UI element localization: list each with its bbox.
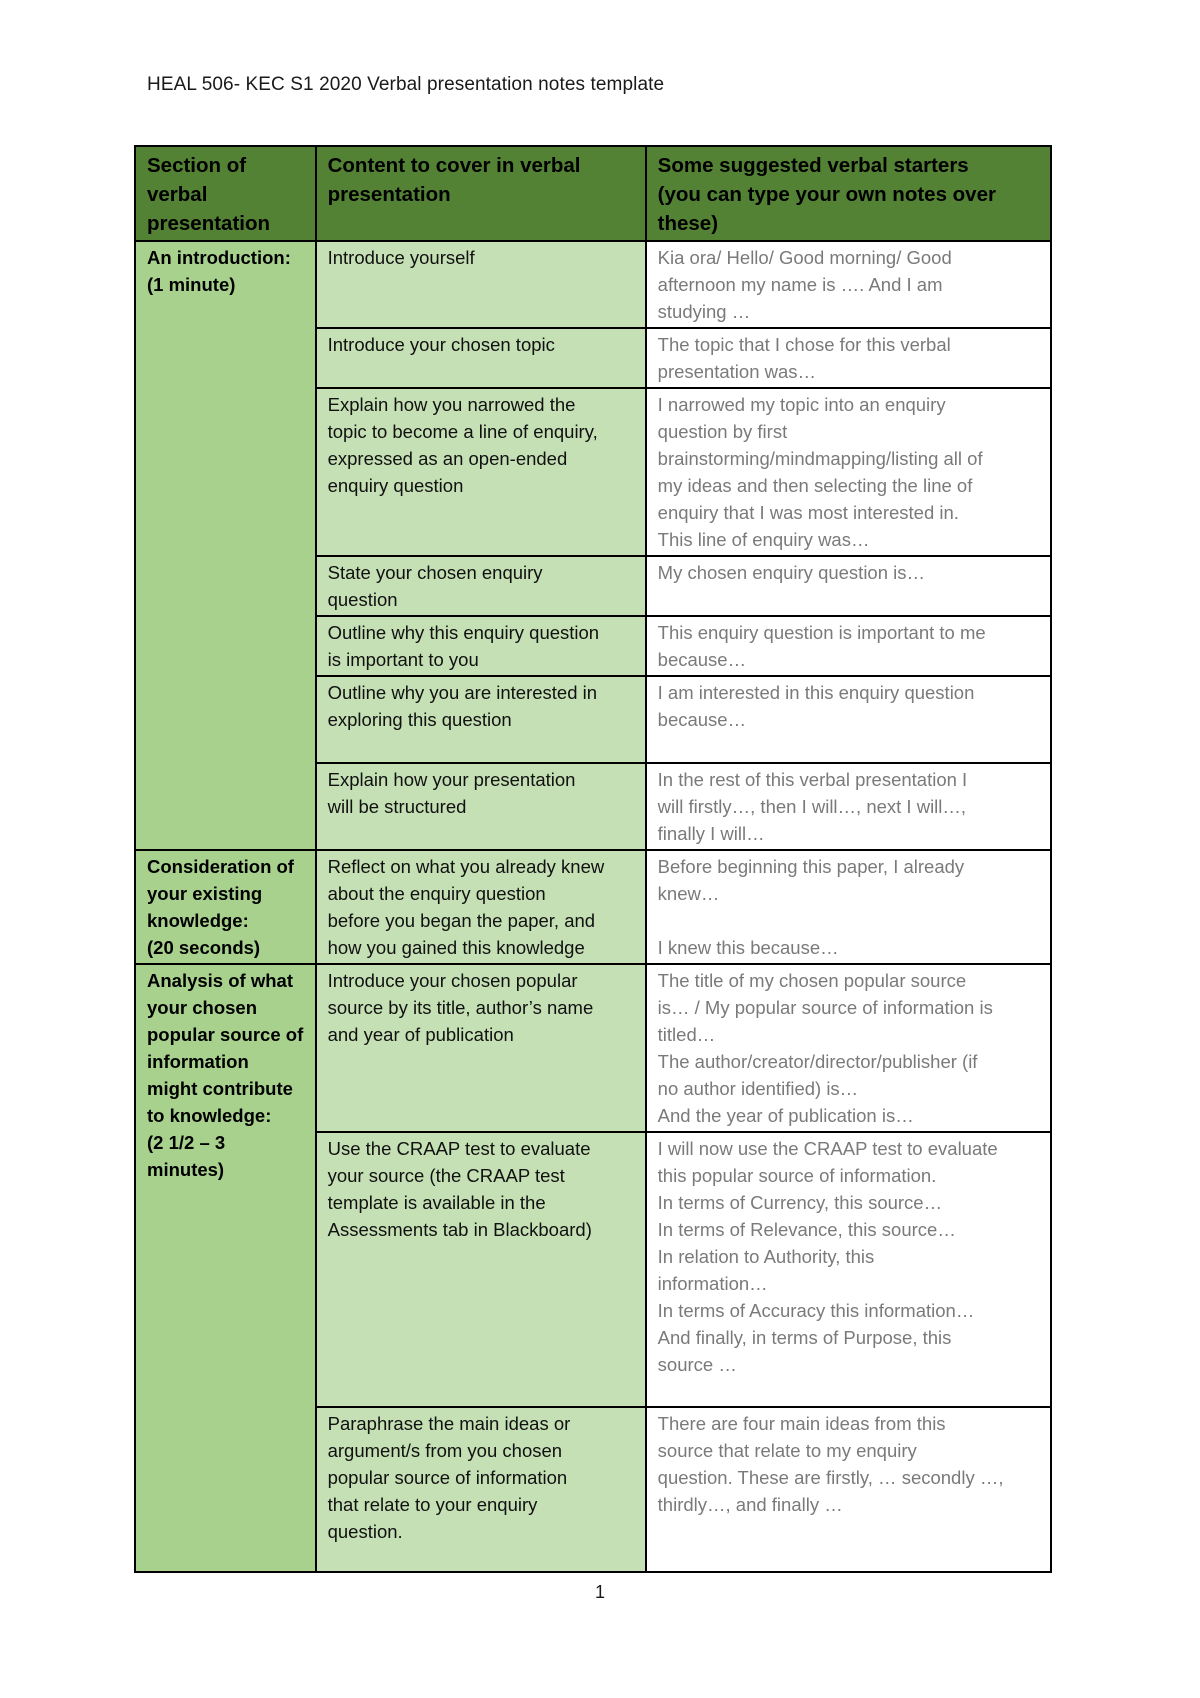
starter-line: studying …	[657, 301, 751, 322]
starter-line: source that relate to my enquiry	[657, 1440, 917, 1461]
content-line: question	[327, 589, 398, 610]
starter-line: this popular source of information.	[657, 1165, 937, 1186]
starter-line: In terms of Relevance, this source…	[657, 1219, 956, 1240]
content-line: your source (the CRAAP test	[327, 1165, 565, 1186]
starter-cell[interactable]	[646, 676, 1051, 763]
starter-line: In the rest of this verbal presentation I	[657, 769, 968, 790]
starter-line: My chosen enquiry question is…	[657, 562, 926, 583]
starter-cell[interactable]	[646, 964, 1051, 1132]
content-line: Assessments tab in Blackboard)	[327, 1219, 592, 1240]
starter-line: information…	[657, 1273, 768, 1294]
starter-line: And finally, in terms of Purpose, this	[657, 1327, 952, 1348]
content-cell	[316, 556, 646, 616]
starter-line: And the year of publication is…	[657, 1105, 914, 1126]
document-header: HEAL 506- KEC S1 2020 Verbal presentation notes template	[147, 74, 665, 95]
content-line: will be structured	[327, 796, 467, 817]
header-line: these)	[657, 212, 719, 235]
starter-cell[interactable]	[646, 388, 1051, 556]
content-cell	[316, 328, 646, 388]
starter-line: This line of enquiry was…	[657, 529, 870, 550]
content-cell	[316, 616, 646, 676]
starter-line: The topic that I chose for this verbal	[657, 334, 951, 355]
starter-line: my ideas and then selecting the line of	[657, 475, 973, 496]
starter-cell[interactable]	[646, 556, 1051, 616]
header-line: presentation	[327, 183, 451, 206]
section-line: to knowledge:	[147, 1105, 272, 1126]
starter-line: presentation was…	[657, 361, 817, 382]
content-line: expressed as an open-ended	[327, 448, 568, 469]
section-line: your chosen	[147, 997, 257, 1018]
content-line: Use the CRAAP test to evaluate	[327, 1138, 591, 1159]
starter-line: Kia ora/ Hello/ Good morning/ Good	[657, 247, 952, 268]
starter-line: I will now use the CRAAP test to evaluate	[657, 1138, 998, 1159]
content-line: before you began the paper, and	[327, 910, 596, 931]
starter-line: The title of my chosen popular source	[657, 970, 967, 991]
starter-cell[interactable]	[646, 763, 1051, 850]
content-line: exploring this question	[327, 709, 512, 730]
content-line: Reflect on what you already knew	[327, 856, 605, 877]
content-line: Introduce your chosen topic	[327, 334, 555, 355]
starter-line: I narrowed my topic into an enquiry	[657, 394, 946, 415]
section-line: Consideration of	[147, 856, 294, 877]
starter-cell[interactable]	[646, 1132, 1051, 1407]
starter-line: will firstly…, then I will…, next I will…,	[657, 796, 967, 817]
content-line: argument/s from you chosen	[327, 1440, 563, 1461]
content-line: Outline why this enquiry question	[327, 622, 600, 643]
starter-cell[interactable]	[646, 1407, 1051, 1572]
content-line: Outline why you are interested in	[327, 682, 598, 703]
content-cell	[316, 241, 646, 328]
header-line: Content to cover in verbal	[327, 154, 581, 177]
content-line: template is available in the	[327, 1192, 546, 1213]
table-row	[135, 241, 1051, 328]
starter-line: question by first	[657, 421, 788, 442]
content-line: is important to you	[327, 649, 479, 670]
section-line: (2 1/2 – 3	[147, 1132, 226, 1153]
section-line: your existing	[147, 883, 263, 904]
starter-line: In terms of Currency, this source…	[657, 1192, 943, 1213]
starter-line: knew…	[657, 883, 720, 904]
starter-cell[interactable]	[646, 241, 1051, 328]
starter-line: The author/creator/director/publisher (if	[657, 1051, 978, 1072]
section-line: (20 seconds)	[147, 937, 261, 958]
content-line: Introduce yourself	[327, 247, 475, 268]
content-cell	[316, 964, 646, 1132]
content-line: and year of publication	[327, 1024, 514, 1045]
section-line: An introduction:	[147, 247, 291, 268]
header-line: presentation	[147, 212, 271, 235]
content-cell	[316, 1407, 646, 1572]
starter-line: finally I will…	[657, 823, 765, 844]
content-cell	[316, 676, 646, 763]
header-line: verbal	[147, 183, 208, 206]
content-line: how you gained this knowledge	[327, 937, 585, 958]
section-label-analysis	[135, 964, 316, 1572]
starter-blank-line	[658, 907, 1040, 934]
notes-table	[134, 145, 1052, 1573]
starter-line: There are four main ideas from this	[657, 1413, 946, 1434]
content-line: about the enquiry question	[327, 883, 546, 904]
content-cell	[316, 1132, 646, 1407]
starter-line: I knew this because…	[657, 937, 839, 958]
starter-line: because…	[657, 709, 747, 730]
page-number: 1	[594, 1582, 605, 1602]
section-line: minutes)	[147, 1159, 225, 1180]
section-line: might contribute	[147, 1078, 293, 1099]
starter-cell[interactable]	[646, 616, 1051, 676]
starter-line: This enquiry question is important to me	[657, 622, 986, 643]
starter-line: because…	[657, 649, 747, 670]
header-line: (you can type your own notes over	[657, 183, 996, 206]
content-line: State your chosen enquiry	[327, 562, 543, 583]
column-header-section	[135, 146, 316, 241]
starter-line: source …	[657, 1354, 737, 1375]
starter-line: no author identified) is…	[657, 1078, 859, 1099]
starter-line: thirdly…, and finally …	[657, 1494, 843, 1515]
content-line: Explain how you narrowed the	[327, 394, 576, 415]
section-line: information	[147, 1051, 249, 1072]
content-line: topic to become a line of enquiry,	[327, 421, 598, 442]
section-label-introduction	[135, 241, 316, 850]
section-line: Analysis of what	[147, 970, 293, 991]
section-line: (1 minute)	[147, 274, 236, 295]
starter-cell[interactable]	[646, 328, 1051, 388]
content-cell	[316, 850, 646, 964]
content-cell	[316, 388, 646, 556]
section-label-existing-knowledge	[135, 850, 316, 964]
starter-cell[interactable]	[646, 850, 1051, 964]
content-cell	[316, 763, 646, 850]
section-line: knowledge:	[147, 910, 249, 931]
content-line: popular source of information	[327, 1467, 568, 1488]
starter-line: question. These are firstly, … secondly …,	[657, 1467, 1004, 1488]
column-header-starters	[646, 146, 1051, 241]
starter-line: brainstorming/mindmapping/listing all of	[657, 448, 983, 469]
header-line: Some suggested verbal starters	[657, 154, 969, 177]
content-line: Introduce your chosen popular	[327, 970, 578, 991]
content-line: Explain how your presentation	[327, 769, 576, 790]
table-row	[135, 964, 1051, 1132]
starter-line: In terms of Accuracy this information…	[657, 1300, 975, 1321]
content-line: enquiry question	[327, 475, 464, 496]
starter-line: I am interested in this enquiry question	[657, 682, 975, 703]
starter-line: titled…	[657, 1024, 716, 1045]
content-line: that relate to your enquiry	[327, 1494, 538, 1515]
content-line: question.	[327, 1521, 403, 1542]
content-line: Paraphrase the main ideas or	[327, 1413, 571, 1434]
table-row	[135, 850, 1051, 964]
starter-line: is… / My popular source of information is	[657, 997, 993, 1018]
column-header-content	[316, 146, 646, 241]
starter-line: afternoon my name is …. And I am	[657, 274, 943, 295]
content-line: source by its title, author’s name	[327, 997, 594, 1018]
section-line: popular source of	[147, 1024, 304, 1045]
starter-line: In relation to Authority, this	[657, 1246, 875, 1267]
header-line: Section of	[147, 154, 247, 177]
starter-line: enquiry that I was most interested in.	[657, 502, 959, 523]
table-header-row	[135, 146, 1051, 241]
starter-line: Before beginning this paper, I already	[657, 856, 965, 877]
